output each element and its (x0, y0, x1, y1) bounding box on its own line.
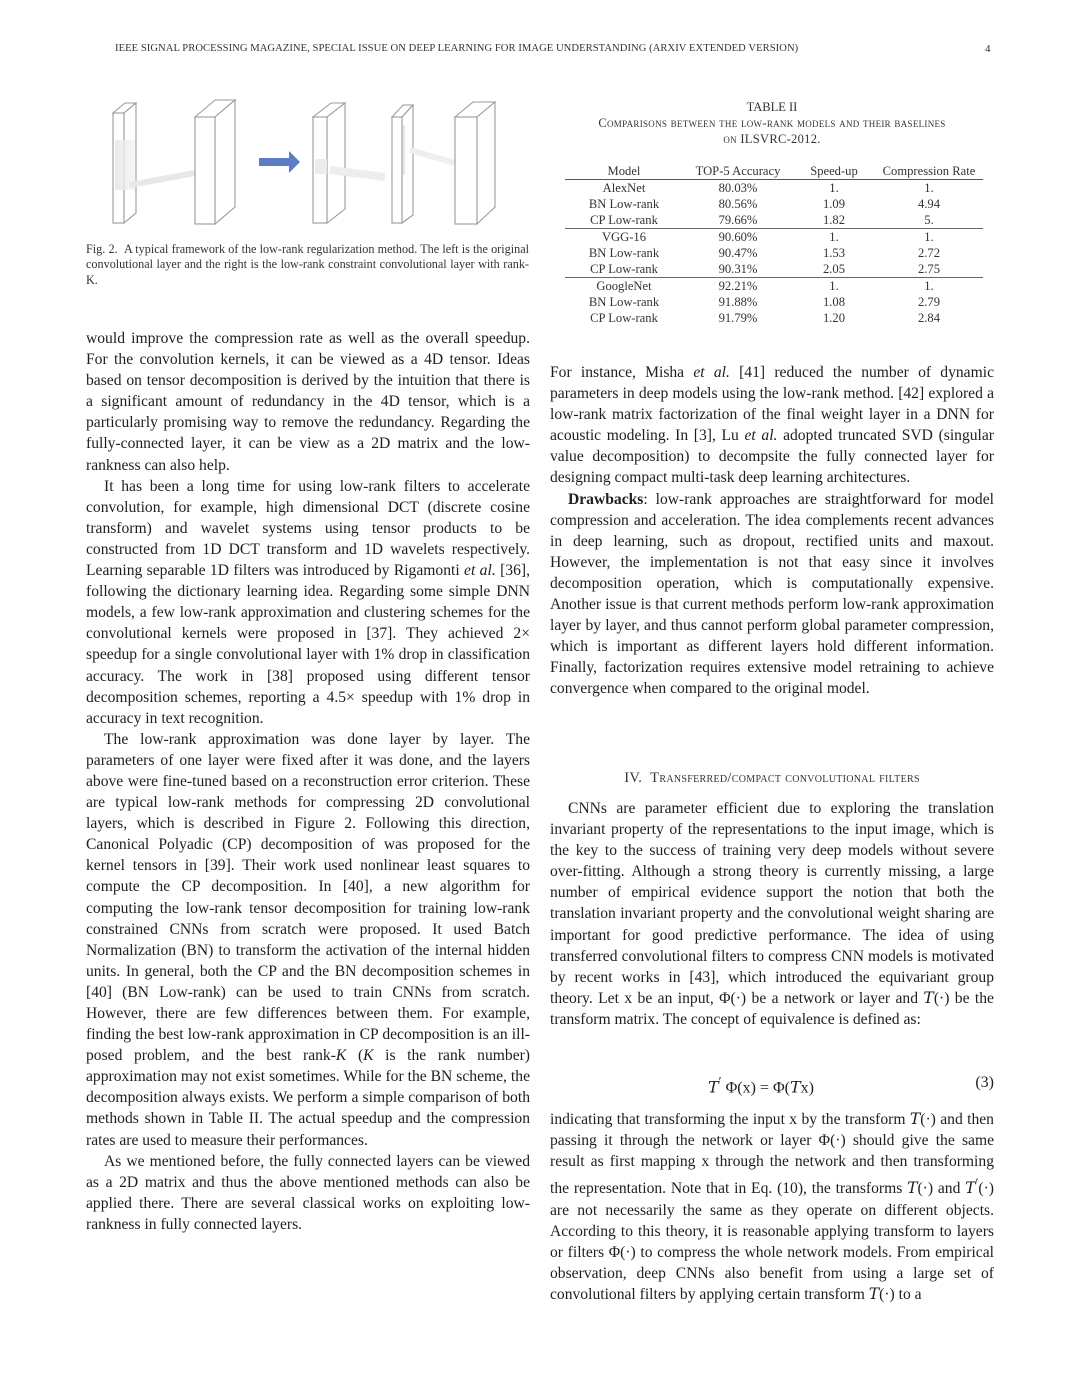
math-T: T (790, 1077, 801, 1097)
cell-speedup: 1.53 (822, 246, 846, 260)
cell-model: BN Low-rank (588, 295, 660, 309)
text-run: It has been a long time for using low-rank filters to accelerate convolution, for example, high dimensional DCT (discrete cosine transform) and wavelet systems using tensor products to be constructed from 1D DCT transform and 1D wavelets respectively. Learning separable 1D filters was introduced by Rigamonti (86, 477, 530, 580)
et-al: et al. (693, 364, 730, 381)
table-row (565, 310, 983, 326)
cell-speedup: 1. (829, 230, 839, 244)
table-row (565, 229, 983, 246)
cell-compression: 2.84 (917, 311, 941, 325)
text-run: For instance, Misha (550, 364, 694, 381)
math-T: T (909, 1110, 921, 1128)
math-T: T (965, 1179, 976, 1198)
column-header-speedup: Speed-up (793, 162, 875, 180)
table-row (565, 261, 983, 278)
text-run: (·) be the transform matrix. The concept of equivalence is defined as: (550, 989, 994, 1028)
equation-body (708, 1074, 814, 1097)
cell-compression: 2.75 (875, 261, 983, 278)
math-prime: ′ (975, 1175, 979, 1191)
table-header-row (565, 162, 983, 180)
right-column-top (550, 362, 994, 700)
cell-compression: 1. (924, 279, 934, 293)
low-rank-block-2 (392, 105, 413, 223)
cell-model: VGG-16 (601, 230, 647, 244)
cell-accuracy: 91.79% (718, 311, 758, 325)
cell-accuracy: 90.31% (683, 261, 793, 278)
math-K: K (363, 1047, 374, 1065)
cell-model: AlexNet (602, 181, 646, 195)
cell-compression: 4.94 (917, 197, 941, 211)
cell-compression: 1. (924, 230, 934, 244)
column-header-model: Model (565, 162, 683, 180)
cell-model: GoogleNet (596, 279, 652, 293)
text-run: indicating that transforming the input x by the transform (550, 1111, 910, 1128)
equation-3 (550, 1074, 994, 1096)
table-caption (550, 100, 994, 147)
math-T: T (868, 1284, 880, 1303)
cell-speedup: 1.08 (822, 295, 846, 309)
cell-speedup: 1.09 (822, 197, 846, 211)
running-header: IEEE SIGNAL PROCESSING MAGAZINE, SPECIAL ISSUE ON DEEP LEARNING FOR IMAGE UNDERSTANDING (ARXIV EXTENDED VERSION) (115, 43, 799, 54)
paragraph (86, 476, 530, 729)
cell-accuracy: 80.03% (718, 181, 758, 195)
section-heading (550, 770, 994, 787)
text-run: (·) to a (879, 1285, 922, 1303)
paragraph-drawbacks (550, 489, 994, 700)
math-T: T (907, 1179, 918, 1198)
paragraph (86, 729, 530, 1151)
table-row (565, 212, 983, 229)
paragraph (550, 1109, 994, 1305)
text-run: (·) are not necessarily the same as they operate on different objects. According to this theory, it is reasonable applying transform to layers or filters Φ(·) to compress the whole network models. From empirical observation, deep CNNs also benefit from using a large set of convolutional filters by applying certain transform (550, 1180, 995, 1303)
table-row (565, 245, 983, 261)
table-title-line2: on ILSVRC-2012. (723, 131, 821, 146)
drawbacks-label: Drawbacks (568, 490, 644, 508)
paragraph: As we mentioned before, the fully connected layers can be viewed as a 2D matrix and thus the above mentioned methods can also be applied there. There are several classical works on exploiting low-rankness in fully connected layers. (86, 1152, 530, 1233)
cell-model: CP Low-rank (565, 212, 683, 229)
low-rank-diagram (85, 95, 530, 230)
equation-number: (3) (975, 1074, 994, 1091)
cell-accuracy: 92.21% (718, 279, 758, 293)
text-run: ( (346, 1047, 364, 1065)
cell-speedup: 1. (829, 181, 839, 195)
cell-speedup: 1.20 (822, 311, 846, 325)
et-al: et al. (464, 562, 496, 580)
column-header-accuracy: TOP-5 Accuracy (683, 162, 793, 180)
conv-layer-input-block (113, 103, 136, 223)
cell-compression: 1. (924, 181, 934, 195)
cell-accuracy: 91.88% (718, 295, 758, 309)
cell-accuracy: 90.47% (718, 246, 758, 260)
page-number: 4 (985, 43, 991, 55)
table-row (565, 278, 983, 295)
cell-accuracy: 90.60% (718, 230, 758, 244)
math-T: T (708, 1077, 719, 1097)
paragraph (550, 798, 994, 1030)
math-T: T (923, 988, 934, 1007)
low-rank-block-1 (313, 103, 345, 223)
low-rank-output-block (455, 102, 495, 224)
text-run: is the rank number) approximation may not exist sometimes. While for the BN scheme, the decomposition always exists. We perform a simple comparison of both methods shown in Table II. The actual speedup and the compression rates are used to measure their performances. (86, 1047, 530, 1149)
et-al: et al. (744, 427, 778, 445)
cell-model: CP Low-rank (565, 261, 683, 278)
section-number: IV. (624, 770, 643, 786)
text-run: [36], following the dictionary learning idea. Regarding some simple DNN models, a few low-rank approximation and clustering schemes for the convolutional kernels were proposed in [37]. They achieved 2× speedup for a single convolutional layer with 1% drop in classification accuracy. The work in [38] proposed using different tensor decomposition schemes, reporting a 4.5× speedup with 1% drop in accuracy in text recognition. (86, 562, 530, 727)
table-title-line1: Comparisons between the low-rank models and their baselines (598, 115, 946, 130)
cell-compression: 2.72 (917, 246, 941, 260)
section-title: Transferred/compact convolutional filters (650, 770, 920, 786)
table-row (565, 196, 983, 212)
cell-compression: 5. (875, 212, 983, 229)
cell-accuracy: 80.56% (718, 197, 758, 211)
cell-accuracy: 79.66% (683, 212, 793, 229)
math-run: Φ(x) = Φ( (721, 1079, 790, 1097)
text-run: (·) and then passing it through the network or layer Φ(·) should give the same result as first mapping x through the network and then transforming the representation. Note that in Eq. (10), the transforms (550, 1111, 994, 1198)
figure-label: Fig. 2. (86, 242, 118, 256)
cell-speedup: 1. (829, 279, 839, 293)
cell-model: CP Low-rank (590, 311, 658, 325)
cell-speedup: 1.82 (793, 212, 875, 229)
table-row (565, 294, 983, 310)
left-column (86, 328, 530, 1235)
math-run: x) (800, 1079, 814, 1097)
text-run: [41] reduced the number of dynamic parameters in deep models using the low-rank method. [42] explored a low-rank matrix factorization of the final weight layer in a DNN for acoustic modeling. In [3], Lu (550, 364, 994, 445)
comparison-table (565, 162, 983, 326)
table-row (565, 180, 983, 197)
right-column-bottom (550, 1109, 994, 1305)
figure-low-rank-framework (85, 95, 530, 230)
paragraph: would improve the compression rate as well as the overall speedup. For the convolution kernels, it can be viewed as a 4D tensor. Ideas based on tensor decomposition is derived by the intuition that there is a significant amount of redundancy in the 4D tensor, which is a particularly promising way to remove the redundancy. Regarding the fully-connected layer, it can be view as a 2D matrix and the low-rankness can also help. (86, 330, 530, 474)
conv-layer-output-block (195, 100, 235, 224)
cell-compression: 2.79 (917, 295, 941, 309)
table-label: TABLE II (746, 100, 798, 114)
figure-caption (86, 242, 529, 288)
right-column-middle (550, 798, 994, 1030)
cell-model: BN Low-rank (588, 246, 660, 260)
text-run: : low-rank approaches are straightforward for model compression and acceleration. The idea complements recent advances in deep learning, such as dropout, rectified units and maxout. However, the implementation is not that easy since it involves decomposition operation, which is computationally expensive. Another issue is that current methods perform low-rank approximation layer by layer, and thus cannot perform global parameter compression, which is important as different layers hold different information. Finally, factorization requires extensive model retraining to achieve convergence when compared to the original model. (550, 490, 994, 698)
paragraph (550, 362, 994, 489)
math-prime: ′ (718, 1074, 722, 1089)
cell-speedup: 2.05 (793, 261, 875, 278)
text-run: The low-rank approximation was done layer by layer. The parameters of one layer were fixed after it was done, and the layers above were fine-tuned based on a reconstruction error criterion. These are typical low-rank methods for compressing 2D convolutional layers, which is described in Figure 2. Following this direction, Canonical Polyadic (CP) decomposition of was proposed for the kernel tensors in [39]. Their work used nonlinear least squares to compute the CP decomposition. In [40], a new algorithm for computing the low-rank tensor decomposition for training low-rank constrained CNNs from scratch were proposed. It used Batch Normalization (BN) to transform the activation of the internal hidden units. In general, both the CP and the BN decomposition schemes in [40] (BN Low-rank) can be used to train CNNs from scratch. However, there are few differences between them. For example, finding the best low-rank approximation in CP decomposition is an ill-posed problem, and the best rank- (86, 730, 530, 1065)
figure-caption-text: A typical framework of the low-rank regularization method. The left is the original convolutional layer and the right is the low-rank constraint convolutional layer with rank-K. (86, 242, 529, 287)
cell-model: BN Low-rank (588, 197, 660, 211)
transform-arrow-icon (259, 151, 300, 173)
text-run: adopted truncated SVD (singular value decomposition) to decompsite the fully connected layer for designing compact multi-task deep learning architectures. (550, 427, 995, 487)
text-run: (·) and (917, 1180, 966, 1198)
math-K: K (335, 1047, 347, 1065)
text-run: CNNs are parameter efficient due to exploring the translation invariant property of the representations to the input image, which is the key to the success of training very deep models without severe over-fitting. Although a strong theory is currently missing, a large number of empirical evidence support the notion that both the translation invariant property and the convolutional weight sharing are important for good predictive performance. The idea of using transferred convolutional filters to compress CNN models is motivated by recent works in [43], which introduced the equivariant group theory. Let x be an input, Φ(·) be a network or layer and (550, 800, 994, 1007)
column-header-compression: Compression Rate (875, 162, 983, 180)
